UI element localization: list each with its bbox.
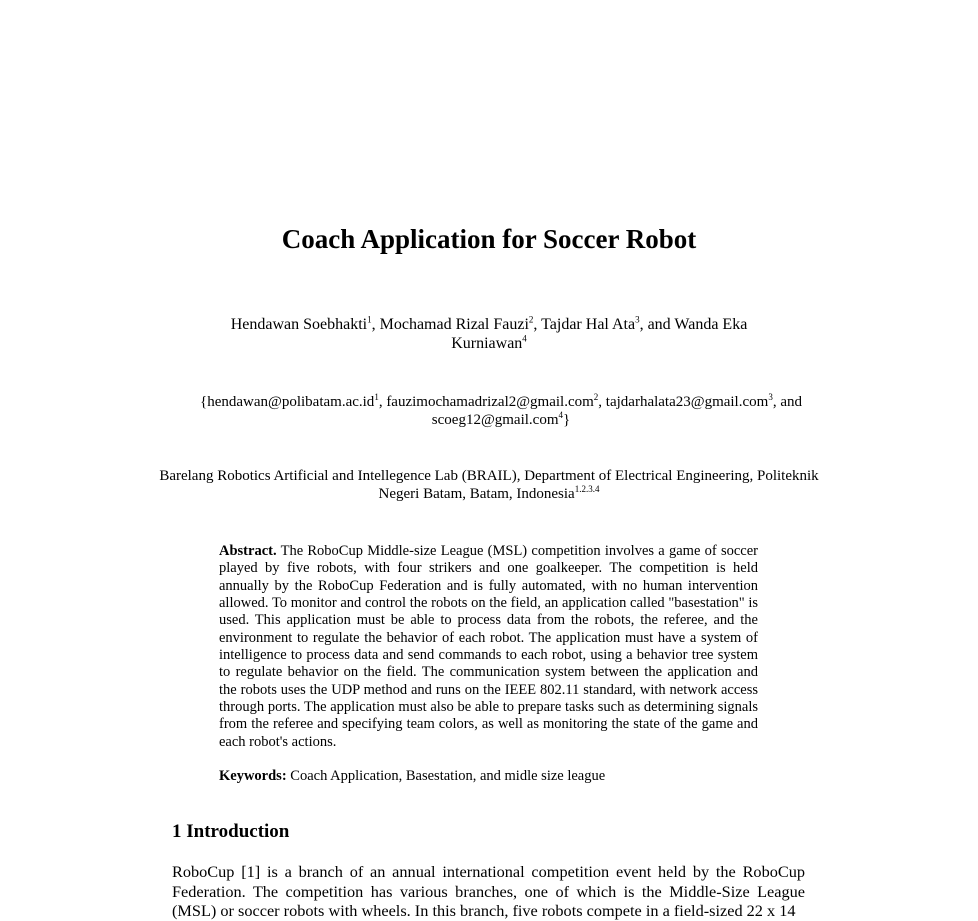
author-email: scoeg12@gmail.com$^4$	[431, 410, 563, 428]
paper-title: Coach Application for Soccer Robot	[281, 224, 697, 254]
keywords	[219, 767, 758, 785]
author-email: tajdarhalata23@gmail.com$^3$, and	[605, 392, 802, 410]
author-affiliation-marker: 2	[528, 314, 534, 325]
author-affiliation-marker: 4	[522, 333, 527, 344]
email-list: {$hendawan@polibatam.ac.id^1$, fauzimochamadrizal2@gmail.com$^2$, tajdarhalata23@gmail.com$^3$, and scoeg12@gmail.com$^4$}	[200, 392, 802, 428]
keywords-label: Keywords:	[219, 768, 287, 784]
section-heading-introduction: 1 Introduction	[172, 821, 290, 842]
abstract	[219, 543, 758, 751]
introduction-paragraph: RoboCup [1] is a branch of an annual international competition event held by the RoboCup Federation. The competition has various branches, one of which is the Middle-Size League (MSL) or soccer robots with wheels. In this branch, five robots compete in a field-sized 22 x 14	[172, 862, 805, 920]
affiliation: Barelang Robotics Artificial and Intellegence Lab (BRAIL), Department of Electrical Engineering, Politeknik Negeri Batam, Batam, Indonesia$^{1.2.3.4}$	[159, 468, 819, 502]
author: Tajdar Hal Ata$^3$, and	[541, 314, 675, 333]
abstract-label: Abstract.	[219, 543, 277, 559]
author-affiliation-marker: 3	[635, 314, 640, 325]
abstract-text: The RoboCup Middle-size League (MSL) competition involves a game of soccer played by five robots, with four strikers and one goalkeeper. The competition is held annually by the RoboCup Federation and is fully automated, with no human intervention allowed. To monitor and control the robots on the field, an application called "basestation" is used. This application must be able to process data from the robots, the referee, and the environment to regulate the behavior of each robot. The application must have a system of intelligence to process data and send commands to each robot, using a behavior tree system to regulate behavior on the field. The communication system between the application and the robots uses the UDP method and runs on the IEEE 802.11 standard, with network access through ports. The application must also be able to prepare tasks such as determining signals from the referee and specifying team colors, as well as monitoring the state of the game and each robot's actions.	[219, 543, 758, 750]
keywords-text: Coach Application, Basestation, and midle size league	[290, 768, 606, 784]
author: Wanda Eka Kurniawan$^4$	[451, 316, 748, 352]
author-affiliation-marker: 1	[367, 314, 372, 325]
affiliation-marker: 1.2.3.4	[574, 484, 600, 494]
author-email: fauzimochamadrizal2@gmail.com$^2$,	[386, 392, 606, 410]
author: Mochamad Rizal Fauzi$^2$,	[379, 314, 542, 333]
author: Hendawan Soebhakti$^1$,	[230, 314, 380, 333]
author-email: $hendawan@polibatam.ac.id^1$,	[207, 392, 387, 410]
author-list	[200, 315, 778, 353]
